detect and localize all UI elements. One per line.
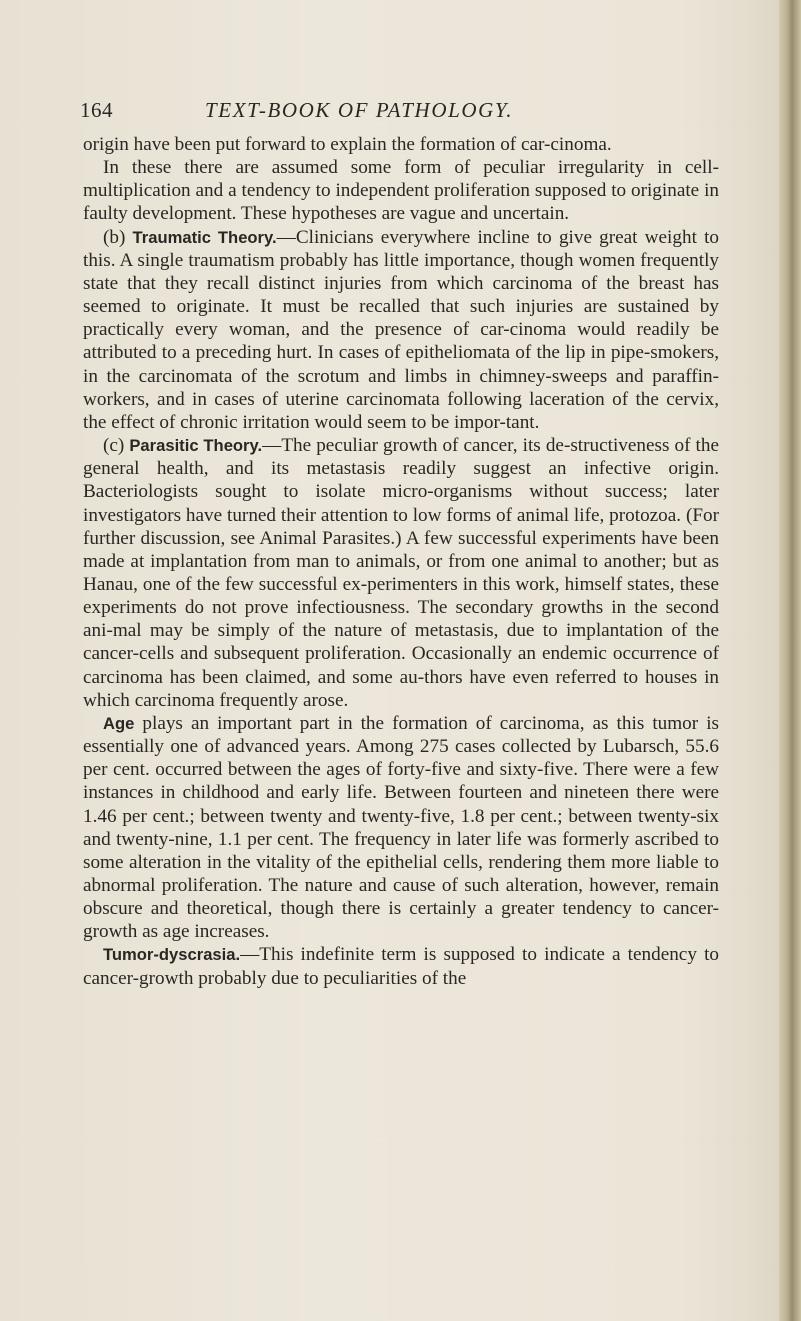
- section-heading-parasitic-theory: Parasitic Theory.: [129, 436, 263, 456]
- paragraph-text: —The peculiar growth of cancer, its de-structiveness of the general health, and its metastasis readily suggest an infective origin. Bacteriologists sought to isolate micro-organisms without success; later investigators have turned their attention to low forms of animal life, protozoa. (For further discussion, see Animal Parasites.) A few successful experiments have been made at implantation from man to animals, or from one animal to another; but as Hanau, one of the few successful ex-perimenters in this work, himself states, these experiments do not prove infectiousness. The secondary growths in the second ani-mal may be simply of the nature of metastasis, due to implantation of the cancer-cells and subsequent proliferation. Occasionally an endemic occurrence of carcinoma has been claimed, and some au-thors have even referred to houses in which carcinoma frequently arose.: [83, 435, 719, 711]
- paragraph-parasitic-theory: [83, 434, 719, 712]
- section-heading-age: Age: [103, 713, 135, 733]
- section-letter: (b): [103, 226, 133, 248]
- page-number: 164: [80, 98, 113, 122]
- section-heading-tumor-dyscrasia: Tumor-dyscrasia.: [103, 945, 241, 965]
- paragraph-irregularity: [83, 156, 719, 225]
- paragraph-text: In these there are assumed some form of peculiar irregularity in cell-multiplication and a tendency to independent proliferation supposed to originate in faulty development. These hypotheses are vague and uncertain.: [83, 157, 719, 225]
- paragraph-traumatic-theory: [83, 226, 719, 434]
- page-header: [80, 98, 720, 128]
- paragraph-age: [83, 712, 719, 944]
- section-letter: (c): [103, 435, 130, 457]
- section-heading-traumatic-theory: Traumatic Theory.: [132, 227, 277, 247]
- paragraph-text: origin have been put forward to explain the formation of car-cinoma.: [83, 134, 612, 155]
- paragraph-tumor-dyscrasia: [83, 943, 719, 989]
- running-head: TEXT-BOOK OF PATHOLOGY.: [205, 98, 514, 122]
- paragraph-carcinoma-origin: [83, 133, 719, 156]
- paragraph-text: plays an important part in the formation of carcinoma, as this tumor is essentially one of advanced years. Among 275 cases collected by Lubarsch, 55.6 per cent. occurred between the ages of forty-five and sixty-five. There were a few instances in childhood and early life. Between fourteen and nineteen there were 1.46 per cent.; between twenty and twenty-five, 1.8 per cent.; between twenty-six and twenty-nine, 1.1 per cent. The frequency in later life was formerly ascribed to some alteration in the vitality of the epithelial cells, rendering them more liable to abnormal proliferation. The nature and cause of such alteration, however, remain obscure and theoretical, though there is certainly a greater tendency to cancer-growth as age increases.: [83, 712, 719, 943]
- body-text: [83, 133, 719, 990]
- paragraph-text: —Clinicians everywhere incline to give great weight to this. A single traumatism probably has little importance, though women frequently state that they recall distinct injuries from which carcinoma of the breast has seemed to originate. It must be recalled that such injuries are sustained by practically every woman, and the presence of car-cinoma would readily be attributed to a preceding hurt. In cases of epitheliomata of the lip in pipe-smokers, in the carcinomata of the scrotum and limbs in chimney-sweeps and paraffin-workers, and in cases of uterine carcinomata following laceration of the cervix, the effect of chronic irritation would seem to be impor-tant.: [83, 226, 720, 433]
- paragraph-text: —This indefinite term is supposed to indicate a tendency to cancer-growth probably due to peculiarities of the: [83, 944, 719, 989]
- page-edge-shadow: [779, 0, 801, 1321]
